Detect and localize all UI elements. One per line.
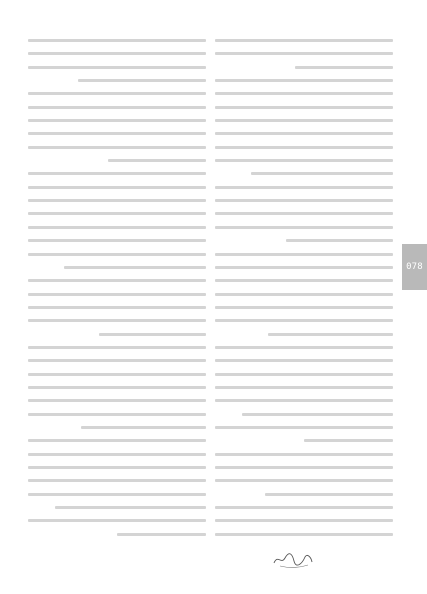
text-line [215, 408, 393, 421]
signature-mark [272, 548, 314, 570]
text-line [28, 194, 206, 207]
text-line [215, 368, 393, 381]
text-line [28, 274, 206, 287]
text-line [215, 207, 393, 220]
text-line [215, 248, 393, 261]
text-line [215, 194, 393, 207]
text-line [28, 368, 206, 381]
text-line [215, 421, 393, 434]
text-line [215, 221, 393, 234]
text-line [215, 301, 393, 314]
text-line [28, 101, 206, 114]
text-line [215, 141, 393, 154]
text-line [215, 74, 393, 87]
text-line [215, 488, 393, 501]
text-line [215, 341, 393, 354]
text-line [28, 261, 206, 274]
page-number-tab [402, 244, 427, 290]
text-line [28, 114, 206, 127]
text-line [28, 314, 206, 327]
text-line [28, 74, 206, 87]
text-line [215, 314, 393, 327]
text-line [215, 514, 393, 527]
text-line [28, 61, 206, 74]
text-line [28, 207, 206, 220]
text-line [28, 47, 206, 60]
text-line [215, 354, 393, 367]
text-line [215, 274, 393, 287]
text-line [215, 288, 393, 301]
text-line [28, 154, 206, 167]
text-line [215, 34, 393, 47]
text-line [215, 47, 393, 60]
text-line [215, 501, 393, 514]
text-line [215, 234, 393, 247]
text-line [28, 288, 206, 301]
text-line [215, 528, 393, 541]
text-line [215, 261, 393, 274]
text-line [28, 354, 206, 367]
text-line [28, 234, 206, 247]
text-line [28, 501, 206, 514]
text-line [215, 61, 393, 74]
text-line [28, 87, 206, 100]
text-line [28, 181, 206, 194]
text-line [28, 421, 206, 434]
text-line [28, 301, 206, 314]
text-line [28, 141, 206, 154]
text-line [215, 167, 393, 180]
text-line [28, 328, 206, 341]
text-line [28, 341, 206, 354]
text-line [28, 248, 206, 261]
text-line [28, 34, 206, 47]
text-line [28, 394, 206, 407]
text-line [28, 434, 206, 447]
text-line [215, 154, 393, 167]
text-column-left [28, 34, 206, 544]
text-line [28, 474, 206, 487]
text-line [215, 394, 393, 407]
text-line [215, 434, 393, 447]
text-line [28, 127, 206, 140]
text-line [28, 461, 206, 474]
text-line [215, 461, 393, 474]
text-line [28, 528, 206, 541]
text-line [28, 381, 206, 394]
text-line [28, 167, 206, 180]
text-line [215, 474, 393, 487]
text-line [215, 127, 393, 140]
text-line [215, 328, 393, 341]
text-line [215, 448, 393, 461]
text-line [28, 448, 206, 461]
text-line [215, 87, 393, 100]
text-line [215, 381, 393, 394]
text-line [215, 101, 393, 114]
text-line [28, 514, 206, 527]
text-line [215, 114, 393, 127]
text-line [28, 221, 206, 234]
text-line [28, 408, 206, 421]
page-number: 078 [406, 262, 423, 272]
text-column-right [215, 34, 393, 544]
text-line [215, 181, 393, 194]
text-line [28, 488, 206, 501]
